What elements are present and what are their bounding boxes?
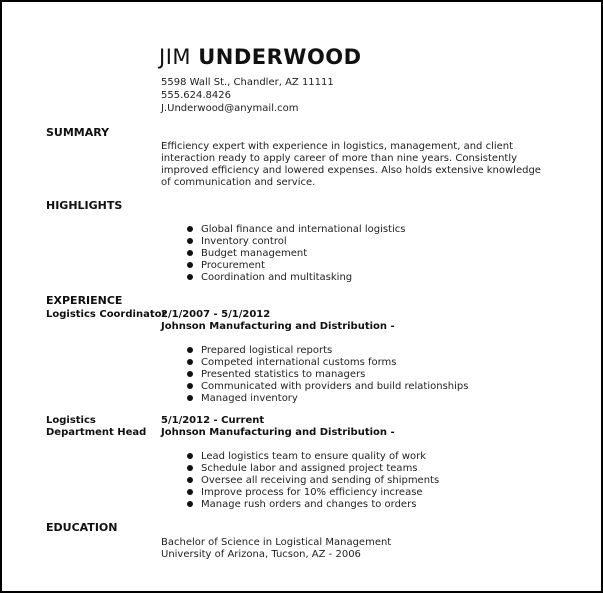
- job-dates: 2/1/2007 - 5/1/2012: [161, 309, 271, 320]
- list-item: Budget management: [201, 248, 405, 260]
- job-dates: 5/1/2012 - Current: [161, 415, 265, 426]
- first-name: JIM: [159, 45, 192, 69]
- contact-info: [161, 76, 334, 115]
- phone: 555.624.8426: [161, 90, 231, 101]
- list-item: Presented statistics to managers: [201, 369, 468, 381]
- summary-heading: SUMMARY: [46, 126, 110, 139]
- last-name: UNDERWOOD: [198, 45, 362, 69]
- job-title: Logistics Department Head: [46, 415, 147, 438]
- job-bullets: [201, 345, 468, 405]
- list-item: Lead logistics team to ensure quality of work: [201, 451, 439, 463]
- education-school: University of Arizona, Tucson, AZ - 2006: [161, 549, 361, 560]
- education-degree: Bachelor of Science in Logistical Management: [161, 537, 392, 548]
- email: J.Underwood@anymail.com: [161, 103, 299, 114]
- list-item: Schedule labor and assigned project teams: [201, 463, 439, 475]
- list-item: Prepared logistical reports: [201, 345, 468, 357]
- list-item: Inventory control: [201, 236, 405, 248]
- job-bullets: [201, 451, 439, 511]
- education-heading: EDUCATION: [46, 521, 118, 534]
- list-item: Manage rush orders and changes to orders: [201, 499, 439, 511]
- list-item: Oversee all receiving and sending of shipments: [201, 475, 440, 486]
- summary-text: Efficiency expert with experience in logistics, management, and client interaction ready to apply career of more than nine years. Consistently improved efficiency and lowered expenses. Also holds extensive knowledge of communication and service.: [161, 141, 541, 188]
- job-title: Logistics Coordinator: [46, 309, 167, 320]
- list-item: Coordination and multitasking: [201, 272, 405, 284]
- job-company: Johnson Manufacturing and Distribution -: [161, 427, 395, 438]
- job-company: Johnson Manufacturing and Distribution -: [161, 321, 395, 332]
- candidate-name: [159, 45, 362, 69]
- list-item: Communicated with providers and build relationships: [201, 381, 469, 392]
- highlights-heading: HIGHLIGHTS: [46, 199, 123, 212]
- address: 5598 Wall St., Chandler, AZ 11111: [161, 77, 334, 88]
- experience-heading: EXPERIENCE: [46, 294, 123, 307]
- list-item: Global finance and international logistics: [201, 224, 406, 235]
- list-item: Improve process for 10% efficiency increase: [201, 487, 439, 499]
- list-item: Managed inventory: [201, 393, 468, 405]
- list-item: Competed international customs forms: [201, 357, 468, 369]
- list-item: Procurement: [201, 260, 405, 272]
- highlights-list: [201, 224, 405, 284]
